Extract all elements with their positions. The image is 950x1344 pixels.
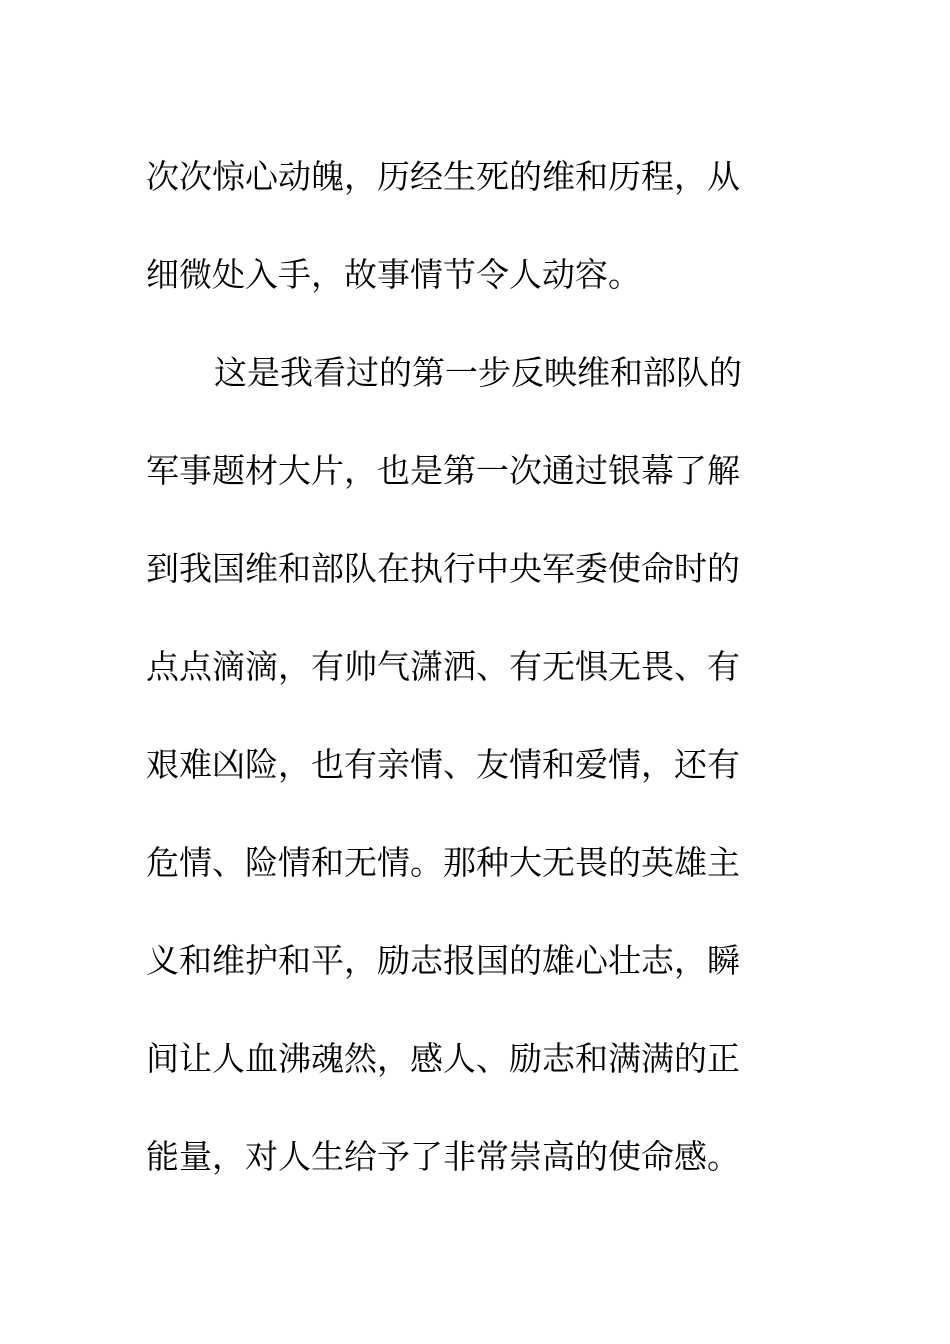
text-line: 到我国维和部队在执行中央军委使命时的 — [146, 549, 740, 588]
text-line: 次次惊心动魄，历经生死的维和历程，从 — [146, 157, 740, 196]
text-line: 危情、险情和无情。那种大无畏的英雄主 — [146, 843, 740, 882]
text-line: 细微处入手，故事情节令人动容。 — [146, 255, 641, 294]
body-text — [146, 128, 786, 1206]
text-line: 点点滴滴，有帅气潇洒、有无惧无畏、有 — [146, 647, 740, 686]
paragraph-start-line: 这是我看过的第一步反映维和部队的 — [214, 353, 742, 392]
text-line: 军事题材大片，也是第一次通过银幕了解 — [146, 451, 740, 490]
text-line: 能量，对人生给予了非常崇高的使命感。 — [146, 1137, 740, 1176]
text-line: 艰难凶险，也有亲情、友情和爱情，还有 — [146, 745, 740, 784]
text-line: 义和维护和平，励志报国的雄心壮志，瞬 — [146, 941, 740, 980]
text-line: 间让人血沸魂然，感人、励志和满满的正 — [146, 1039, 740, 1078]
